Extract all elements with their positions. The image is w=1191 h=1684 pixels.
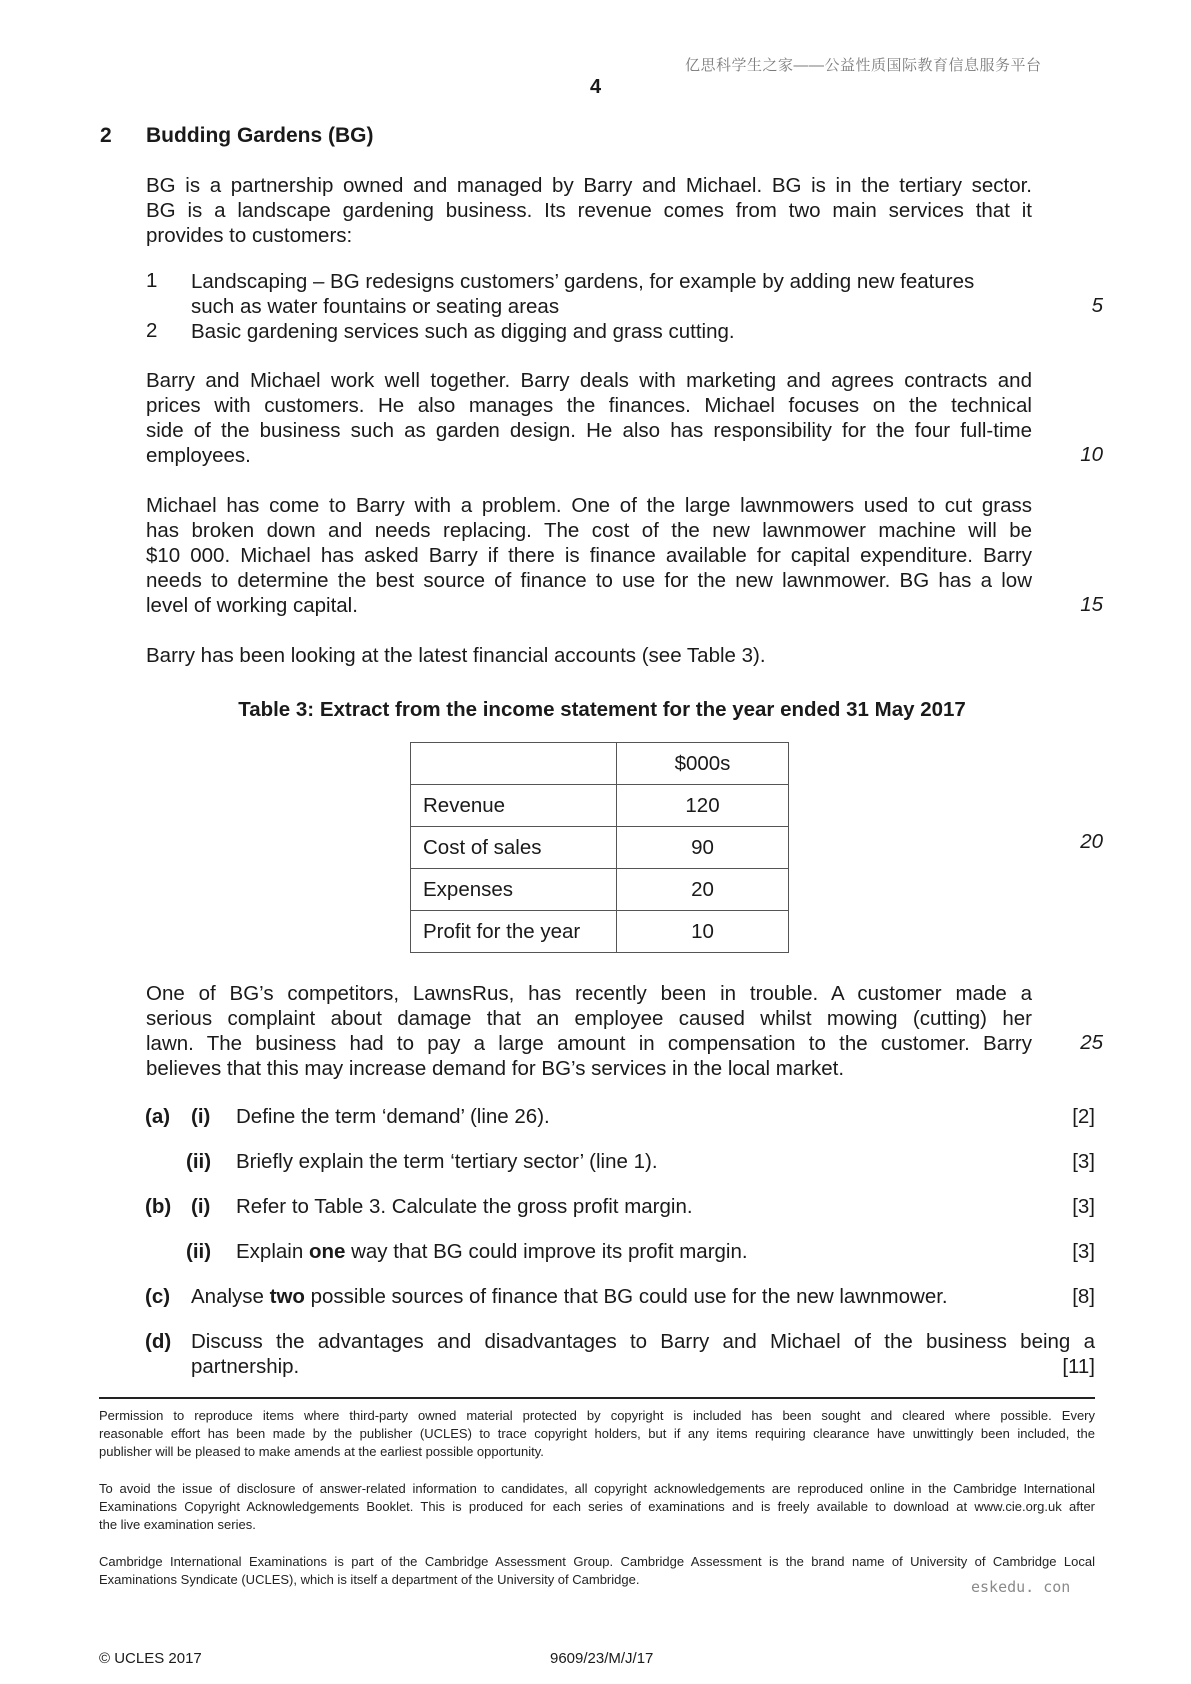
text-line: $10 000. Michael has asked Barry if there is finance available for capital expenditure. Barry bbox=[146, 544, 1032, 567]
header-watermark: 亿思科学生之家——公益性质国际教育信息服务平台 bbox=[685, 57, 1042, 74]
footer-divider bbox=[99, 1397, 1095, 1399]
question-number: 2 bbox=[100, 124, 112, 147]
question-part-b-i bbox=[0, 1195, 1191, 1221]
income-statement-table bbox=[410, 742, 789, 953]
text-line: BG is a landscape gardening business. Its revenue comes from two main services that it bbox=[146, 199, 1032, 222]
paragraph-accounts bbox=[146, 643, 1032, 668]
page-number: 4 bbox=[589, 76, 602, 98]
line-marker: 10 bbox=[1080, 443, 1103, 466]
intro-paragraph bbox=[146, 173, 1032, 248]
paragraph-problem bbox=[146, 493, 1032, 618]
part-text: partnership. bbox=[191, 1355, 300, 1378]
disclosure-notice bbox=[99, 1480, 1095, 1534]
text-line: needs to determine the best source of finance to use for the new lawnmower. BG has a low bbox=[146, 569, 1032, 592]
part-text: Briefly explain the term ‘tertiary sector’ (line 1). bbox=[236, 1150, 658, 1173]
text-line: Barry has been looking at the latest financial accounts (see Table 3). bbox=[146, 644, 766, 667]
service-description bbox=[191, 269, 1032, 319]
question-part-b-ii bbox=[0, 1240, 1191, 1266]
text-line: Permission to reproduce items where third-party owned material protected by copyright is included has been sought and cleared where possible. Every bbox=[99, 1408, 1095, 1423]
text-line: One of BG’s competitors, LawnsRus, has recently been in trouble. A customer made a bbox=[146, 982, 1032, 1005]
text-segment: possible sources of finance that BG could use for the new lawnmower. bbox=[304, 1285, 948, 1308]
text-segment: way that BG could improve its profit margin. bbox=[345, 1240, 748, 1263]
table-row bbox=[411, 827, 789, 869]
text-line: Examinations Copyright Acknowledgements Booklet. This is produced for each series of examinations and is freely available to download at www.cie.org.uk after bbox=[99, 1499, 1095, 1514]
text-line: prices with customers. He also manages the finances. Michael focuses on the technical bbox=[146, 394, 1032, 417]
table-row bbox=[411, 785, 789, 827]
marks-allocation: [3] bbox=[1072, 1240, 1095, 1263]
line-marker: 20 bbox=[1080, 830, 1103, 853]
text-line: believes that this may increase demand for BG’s services in the local market. bbox=[146, 1057, 845, 1080]
text-line: Michael has come to Barry with a problem. One of the large lawnmowers used to cut grass bbox=[146, 494, 1032, 517]
text-line: provides to customers: bbox=[146, 224, 353, 247]
text-segment: Analyse bbox=[191, 1285, 270, 1308]
table-cell: Expenses bbox=[411, 869, 617, 911]
paragraph-roles bbox=[146, 368, 1032, 468]
part-roman: (i) bbox=[191, 1195, 211, 1218]
text-line: employees. bbox=[146, 444, 251, 467]
part-text bbox=[191, 1285, 948, 1309]
text-line: Cambridge International Examinations is part of the Cambridge Assessment Group. Cambridge Assessment is the brand name of University of Cambridge Local bbox=[99, 1554, 1095, 1569]
part-roman: (ii) bbox=[186, 1150, 212, 1173]
question-title: Budding Gardens (BG) bbox=[146, 124, 374, 147]
part-text: Define the term ‘demand’ (line 26). bbox=[236, 1105, 550, 1128]
footer-watermark: eskedu. con bbox=[971, 1578, 1071, 1596]
table-cell bbox=[411, 743, 617, 785]
marks-allocation: [2] bbox=[1072, 1105, 1095, 1128]
text-line: the live examination series. bbox=[99, 1517, 256, 1532]
line-marker: 15 bbox=[1080, 593, 1103, 616]
table-cell: Profit for the year bbox=[411, 911, 617, 953]
copyright-notice: © UCLES 2017 bbox=[99, 1650, 202, 1667]
part-roman: (ii) bbox=[186, 1240, 212, 1263]
table-header-row bbox=[411, 743, 789, 785]
marks-allocation: [8] bbox=[1072, 1285, 1095, 1308]
text-segment: Explain bbox=[236, 1240, 309, 1263]
text-line: Basic gardening services such as digging and grass cutting. bbox=[191, 320, 735, 343]
permission-notice bbox=[99, 1407, 1095, 1461]
text-line: Barry and Michael work well together. Barry deals with marketing and agrees contracts and bbox=[146, 369, 1032, 392]
question-part-a-i bbox=[0, 1105, 1191, 1131]
table-cell: Cost of sales bbox=[411, 827, 617, 869]
table-cell: 20 bbox=[617, 869, 789, 911]
text-line: such as water fountains or seating areas bbox=[191, 295, 560, 318]
marks-allocation: [3] bbox=[1072, 1150, 1095, 1173]
part-letter: (a) bbox=[145, 1105, 171, 1128]
syllabus-code: 9609/23/M/J/17 bbox=[550, 1650, 654, 1667]
part-text: Refer to Table 3. Calculate the gross profit margin. bbox=[236, 1195, 693, 1218]
service-description bbox=[191, 319, 1032, 344]
line-marker: 5 bbox=[1091, 294, 1103, 317]
table-cell: Revenue bbox=[411, 785, 617, 827]
emphasis-word: two bbox=[269, 1285, 305, 1308]
part-roman: (i) bbox=[191, 1105, 211, 1128]
service-number: 2 bbox=[146, 319, 158, 342]
part-letter: (b) bbox=[145, 1195, 172, 1218]
part-text bbox=[236, 1240, 748, 1264]
question-part-a-ii bbox=[0, 1150, 1191, 1176]
text-line: reasonable effort has been made by the publisher (UCLES) to trace copyright holders, but if any items requiring clearance have unwittingly been included, the bbox=[99, 1426, 1095, 1441]
table-cell: 10 bbox=[617, 911, 789, 953]
table-row bbox=[411, 911, 789, 953]
part-letter: (d) bbox=[145, 1330, 172, 1353]
table-cell: 90 bbox=[617, 827, 789, 869]
text-line: Examinations Syndicate (UCLES), which is itself a department of the University of Cambridge. bbox=[99, 1572, 640, 1587]
text-line: BG is a partnership owned and managed by Barry and Michael. BG is in the tertiary sector. bbox=[146, 174, 1032, 197]
text-line: publisher will be pleased to make amends at the earliest possible opportunity. bbox=[99, 1444, 544, 1459]
cambridge-notice bbox=[99, 1553, 1095, 1589]
question-part-c bbox=[0, 1285, 1191, 1311]
table-cell: 120 bbox=[617, 785, 789, 827]
text-line: level of working capital. bbox=[146, 594, 358, 617]
marks-allocation: [3] bbox=[1072, 1195, 1095, 1218]
table-caption: Table 3: Extract from the income statement for the year ended 31 May 2017 bbox=[238, 698, 966, 721]
line-marker: 25 bbox=[1080, 1031, 1103, 1054]
marks-allocation: [11] bbox=[1062, 1355, 1095, 1378]
text-line: serious complaint about damage that an employee caused whilst mowing (cutting) her bbox=[146, 1007, 1032, 1030]
part-text: Discuss the advantages and disadvantages to Barry and Michael of the business being a bbox=[191, 1330, 1095, 1353]
text-line: To avoid the issue of disclosure of answer-related information to candidates, all copyright acknowledgements are reproduced online in the Cambridge International bbox=[99, 1481, 1095, 1496]
emphasis-word: one bbox=[308, 1240, 346, 1263]
text-line: lawn. The business had to pay a large amount in compensation to the customer. Barry bbox=[146, 1032, 1032, 1055]
text-line: has broken down and needs replacing. The cost of the new lawnmower machine will be bbox=[146, 519, 1032, 542]
text-line: side of the business such as garden design. He also has responsibility for the four full-time bbox=[146, 419, 1032, 442]
paragraph-competitor bbox=[146, 981, 1032, 1081]
part-letter: (c) bbox=[145, 1285, 171, 1308]
text-line: Landscaping – BG redesigns customers’ gardens, for example by adding new features bbox=[191, 270, 975, 293]
service-number: 1 bbox=[146, 269, 158, 292]
table-row bbox=[411, 869, 789, 911]
question-part-d bbox=[0, 1330, 1191, 1382]
table-header-cell: $000s bbox=[617, 743, 789, 785]
